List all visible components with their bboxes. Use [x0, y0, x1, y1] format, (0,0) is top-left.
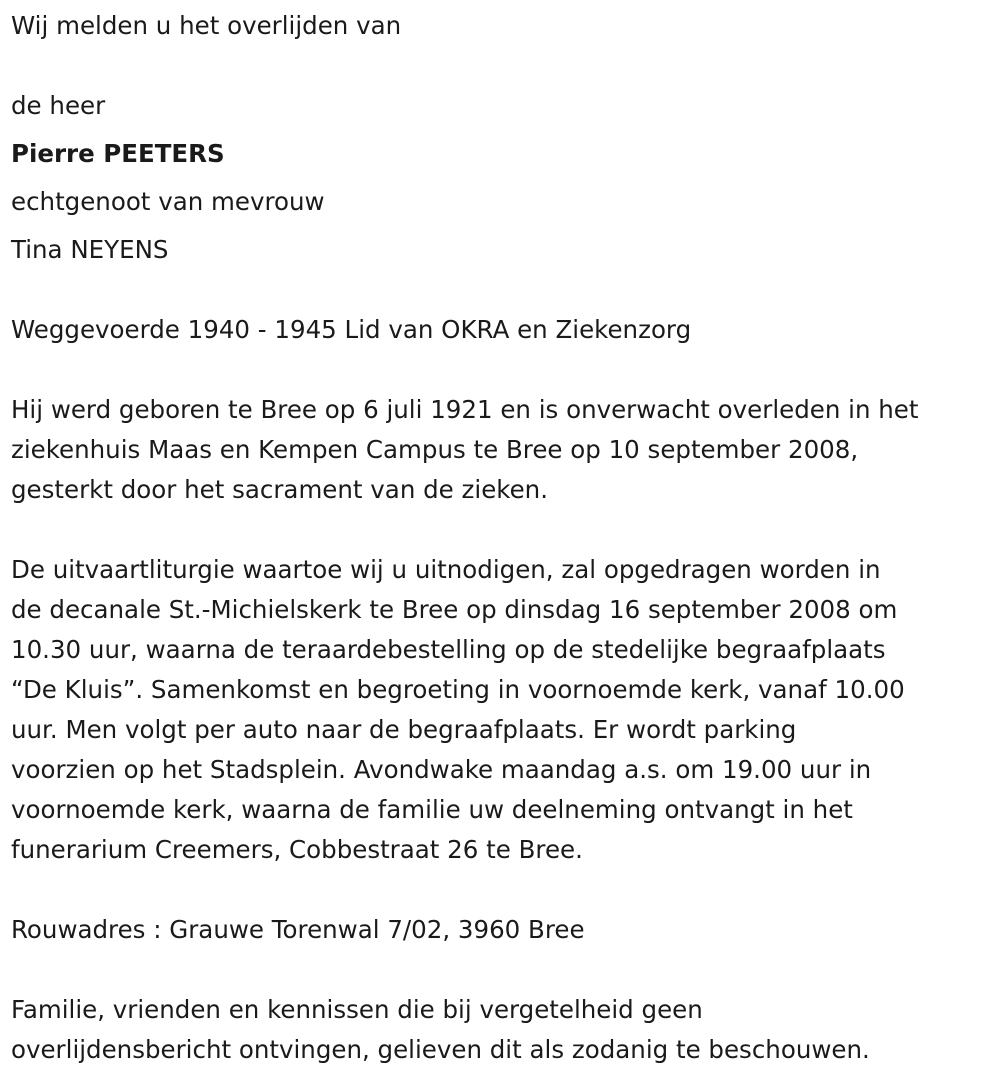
membership-text: Weggevoerde 1940 - 1945 Lid van OKRA en Ziekenzorg — [11, 315, 692, 344]
paragraph-line: funerarium Creemers, Cobbestraat 26 te Bree. — [11, 835, 583, 864]
paragraph-line: Familie, vrienden en kennissen die bij vergetelheid geen — [11, 995, 703, 1024]
funeral-paragraph — [11, 550, 905, 870]
paragraph-line: de decanale St.-Michielskerk te Bree op dinsdag 16 september 2008 om — [11, 595, 898, 624]
paragraph-line: gesterkt door het sacrament van de zieken. — [11, 475, 548, 504]
paragraph-line: voornoemde kerk, waarna de familie uw deelneming ontvangt in het — [11, 795, 853, 824]
paragraph-line: uur. Men volgt per auto naar de begraafplaats. Er wordt parking — [11, 715, 797, 744]
paragraph-line: ziekenhuis Maas en Kempen Campus te Bree op 10 september 2008, — [11, 435, 859, 464]
spouse-name: Tina NEYENS — [11, 235, 169, 264]
birth-death-paragraph — [11, 390, 918, 510]
closing-paragraph — [11, 990, 870, 1070]
mourning-address: Rouwadres : Grauwe Torenwal 7/02, 3960 Bree — [11, 915, 585, 944]
spouse-label: echtgenoot van mevrouw — [11, 187, 325, 216]
paragraph-line: overlijdensbericht ontvingen, gelieven dit als zodanig te beschouwen. — [11, 1035, 870, 1064]
paragraph-line: Hij werd geboren te Bree op 6 juli 1921 en is onverwacht overleden in het — [11, 395, 919, 424]
deceased-name: Pierre PEETERS — [11, 139, 225, 168]
title-prefix: de heer — [11, 91, 106, 120]
paragraph-line: “De Kluis”. Samenkomst en begroeting in voornoemde kerk, vanaf 10.00 — [11, 675, 905, 704]
paragraph-line: voorzien op het Stadsplein. Avondwake maandag a.s. om 19.00 uur in — [11, 755, 872, 784]
intro-text: Wij melden u het overlijden van — [11, 11, 402, 40]
paragraph-line: 10.30 uur, waarna de teraardebestelling op de stedelijke begraafplaats — [11, 635, 886, 664]
paragraph-line: De uitvaartliturgie waartoe wij u uitnodigen, zal opgedragen worden in — [11, 555, 881, 584]
